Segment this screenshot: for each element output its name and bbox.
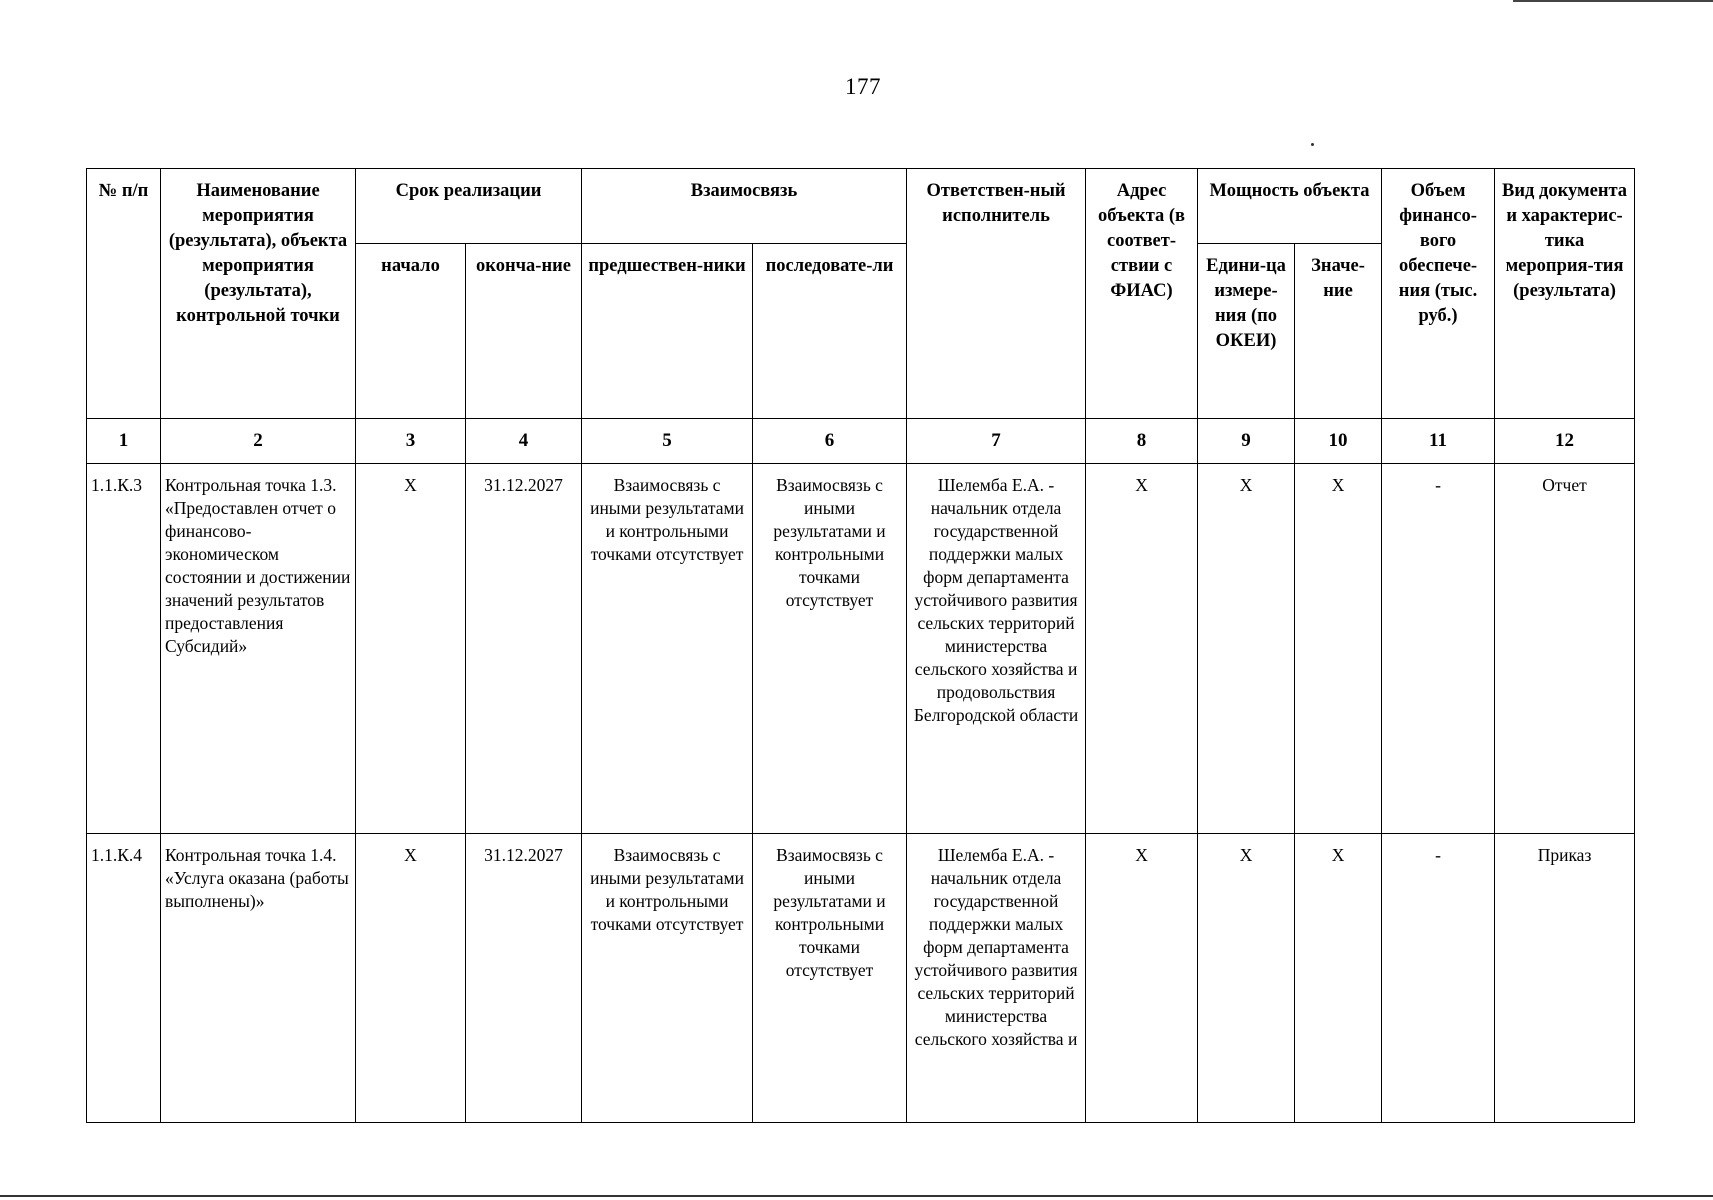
column-number: 4 bbox=[466, 419, 582, 464]
cell-unit: Х bbox=[1198, 834, 1295, 1123]
column-number: 9 bbox=[1198, 419, 1295, 464]
cell-unit: Х bbox=[1198, 464, 1295, 834]
column-number: 10 bbox=[1295, 419, 1382, 464]
header-predecessors: предшествен-ники bbox=[582, 244, 753, 419]
cell-num: 1.1.К.4 bbox=[87, 834, 161, 1123]
cell-doc: Отчет bbox=[1495, 464, 1635, 834]
table-row bbox=[87, 834, 1635, 1123]
page-number: 177 bbox=[845, 74, 881, 99]
cell-address: Х bbox=[1086, 464, 1198, 834]
header-finance: Объем финансо-вого обеспече-ния (тыс. руб.) bbox=[1382, 169, 1495, 419]
header-term: Срок реализации bbox=[356, 169, 582, 244]
cell-name: Контрольная точка 1.4. «Услуга оказана (работы выполнены)» bbox=[161, 834, 356, 1123]
column-number: 1 bbox=[87, 419, 161, 464]
cell-predecessors: Взаимосвязь с иными результатами и контрольными точками отсутствует bbox=[582, 464, 753, 834]
column-number: 7 bbox=[907, 419, 1086, 464]
header-capacity-value: Значе-ние bbox=[1295, 244, 1382, 419]
cell-predecessors: Взаимосвязь с иными результатами и контрольными точками отсутствует bbox=[582, 834, 753, 1123]
cell-executor: Шелемба Е.А. - начальник отдела государственной поддержки малых форм департамента устойчивого развития сельских территорий министерства сельского хозяйства и bbox=[907, 834, 1086, 1123]
cell-value: Х bbox=[1295, 834, 1382, 1123]
header-successors: последовате-ли bbox=[753, 244, 907, 419]
header-capacity-unit: Едини-ца измере-ния (по ОКЕИ) bbox=[1198, 244, 1295, 419]
column-number: 11 bbox=[1382, 419, 1495, 464]
header-name: Наименование мероприятия (результата), объекта мероприятия (результата), контрольной точки bbox=[161, 169, 356, 419]
cell-successors: Взаимосвязь с иными результатами и контрольными точками отсутствует bbox=[753, 834, 907, 1123]
scan-speck bbox=[1311, 143, 1314, 146]
plan-table bbox=[86, 168, 1635, 1123]
cell-finance: - bbox=[1382, 834, 1495, 1123]
cell-finance: - bbox=[1382, 464, 1495, 834]
column-number: 12 bbox=[1495, 419, 1635, 464]
header-term-start: начало bbox=[356, 244, 466, 419]
header-relation: Взаимосвязь bbox=[582, 169, 907, 244]
cell-start: Х bbox=[356, 464, 466, 834]
cell-num: 1.1.К.3 bbox=[87, 464, 161, 834]
cell-end: 31.12.2027 bbox=[466, 834, 582, 1123]
scan-edge-top bbox=[1513, 0, 1713, 5]
table-row bbox=[87, 464, 1635, 834]
column-number: 8 bbox=[1086, 419, 1198, 464]
column-number: 2 bbox=[161, 419, 356, 464]
column-number: 6 bbox=[753, 419, 907, 464]
cell-address: Х bbox=[1086, 834, 1198, 1123]
header-num: № п/п bbox=[87, 169, 161, 419]
header-executor: Ответствен-ный исполнитель bbox=[907, 169, 1086, 419]
column-number-row bbox=[87, 419, 1635, 464]
cell-successors: Взаимосвязь с иными результатами и контрольными точками отсутствует bbox=[753, 464, 907, 834]
scan-edge-bottom bbox=[0, 1195, 1713, 1197]
cell-doc: Приказ bbox=[1495, 834, 1635, 1123]
header-capacity: Мощность объекта bbox=[1198, 169, 1382, 244]
cell-name: Контрольная точка 1.3. «Предоставлен отчет о финансово-экономическом состоянии и достижении значений результатов предоставления Субсидий» bbox=[161, 464, 356, 834]
header-term-end: оконча-ние bbox=[466, 244, 582, 419]
cell-value: Х bbox=[1295, 464, 1382, 834]
cell-end: 31.12.2027 bbox=[466, 464, 582, 834]
cell-executor: Шелемба Е.А. - начальник отдела государственной поддержки малых форм департамента устойчивого развития сельских территорий министерства сельского хозяйства и продовольствия Белгородской области bbox=[907, 464, 1086, 834]
header-doc-type: Вид документа и характерис-тика мероприя-тия (результата) bbox=[1495, 169, 1635, 419]
cell-start: Х bbox=[356, 834, 466, 1123]
column-number: 3 bbox=[356, 419, 466, 464]
header-address: Адрес объекта (в соответ-ствии с ФИАС) bbox=[1086, 169, 1198, 419]
column-number: 5 bbox=[582, 419, 753, 464]
